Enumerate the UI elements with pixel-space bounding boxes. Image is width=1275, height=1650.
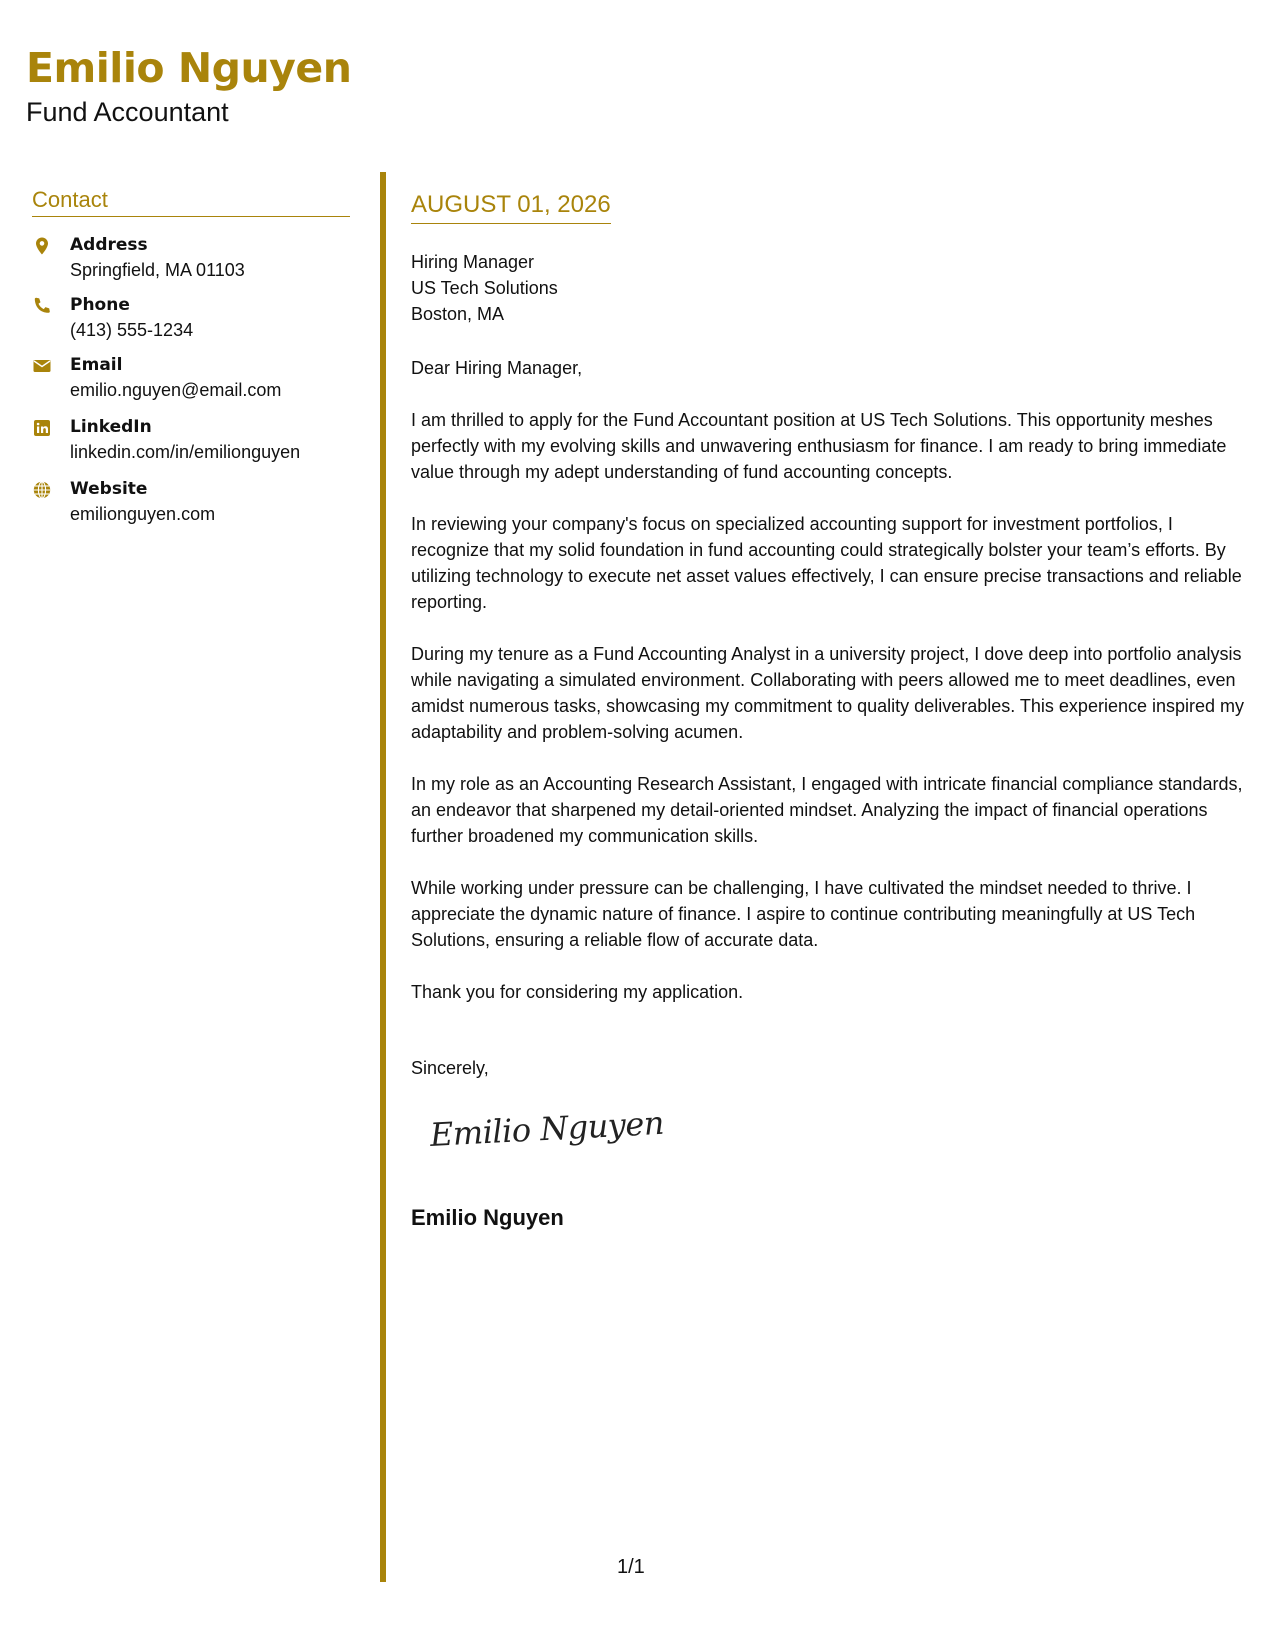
contact-item-address <box>32 234 350 286</box>
contact-item-phone <box>32 294 350 346</box>
handwritten-signature: Emilio Nguyen <box>429 1103 665 1154</box>
contact-label: Address <box>70 235 148 255</box>
linkedin-icon <box>32 418 52 438</box>
contact-value: Springfield, MA 01103 <box>70 260 245 280</box>
contact-item-linkedin <box>32 416 350 468</box>
contact-item-website <box>32 478 350 530</box>
recipient-line: Boston, MA <box>411 304 505 324</box>
letter-paragraph: Thank you for considering my application. <box>411 982 744 1002</box>
contact-value: emilio.nguyen@email.com <box>70 380 282 400</box>
vertical-divider <box>380 172 386 1582</box>
recipient-line: Hiring Manager <box>411 252 535 272</box>
signer-name: Emilio Nguyen <box>411 1205 564 1230</box>
contact-item-email <box>32 354 350 406</box>
envelope-icon <box>32 356 52 376</box>
contact-label: Phone <box>70 295 130 315</box>
letter-paragraph: In my role as an Accounting Research Assistant, I engaged with intricate financial compliance standards, an endeavor that sharpened my detail-oriented mindset. Analyzing the impact of financial operations further broadened my communication skills. <box>411 774 1243 846</box>
recipient-line: US Tech Solutions <box>411 278 558 298</box>
contact-label: Email <box>70 355 123 375</box>
contact-label: Website <box>70 479 148 499</box>
letter-body <box>411 249 1245 1081</box>
applicant-name: Emilio Nguyen <box>26 44 352 92</box>
recipient-block <box>411 249 1245 327</box>
globe-icon <box>32 480 52 500</box>
salutation: Dear Hiring Manager, <box>411 358 583 378</box>
letter-paragraph: While working under pressure can be challenging, I have cultivated the mindset needed to thrive. I appreciate the dynamic nature of finance. I aspire to continue contributing meaningfully at US Tech Solutions, ensuring a reliable flow of accurate data. <box>411 878 1196 950</box>
letter-paragraph: I am thrilled to apply for the Fund Accountant position at US Tech Solutions. This opportunity meshes perfectly with my evolving skills and unwavering enthusiasm for finance. I am ready to bring immediate value through my adept understanding of fund accounting concepts. <box>411 410 1227 482</box>
closing: Sincerely, <box>411 1058 489 1078</box>
contact-value: emilionguyen.com <box>70 504 216 524</box>
phone-icon <box>32 296 52 316</box>
contact-heading: Contact <box>32 188 350 217</box>
contact-value: (413) 555-1234 <box>70 320 194 340</box>
contact-value: linkedin.com/in/emilionguyen <box>70 442 301 462</box>
letter-paragraph: In reviewing your company's focus on specialized accounting support for investment portfolios, I recognize that my solid foundation in fund accounting could strategically bolster your team’s efforts. By utilizing technology to execute net asset values effectively, I can ensure precise transactions and reliable reporting. <box>411 514 1242 612</box>
job-title: Fund Accountant <box>26 97 229 127</box>
contact-label: LinkedIn <box>70 417 152 437</box>
map-pin-icon <box>32 236 52 256</box>
page-number: 1/1 <box>617 1556 645 1578</box>
letter-date: AUGUST 01, 2026 <box>411 192 611 224</box>
letter-paragraph: During my tenure as a Fund Accounting Analyst in a university project, I dove deep into portfolio analysis while navigating a simulated environment. Collaborating with peers allowed me to meet deadlines, even amidst numerous tasks, showcasing my commitment to quality deliverables. This experience inspired my adaptability and problem-solving acumen. <box>411 644 1245 742</box>
contact-sidebar <box>32 187 350 524</box>
